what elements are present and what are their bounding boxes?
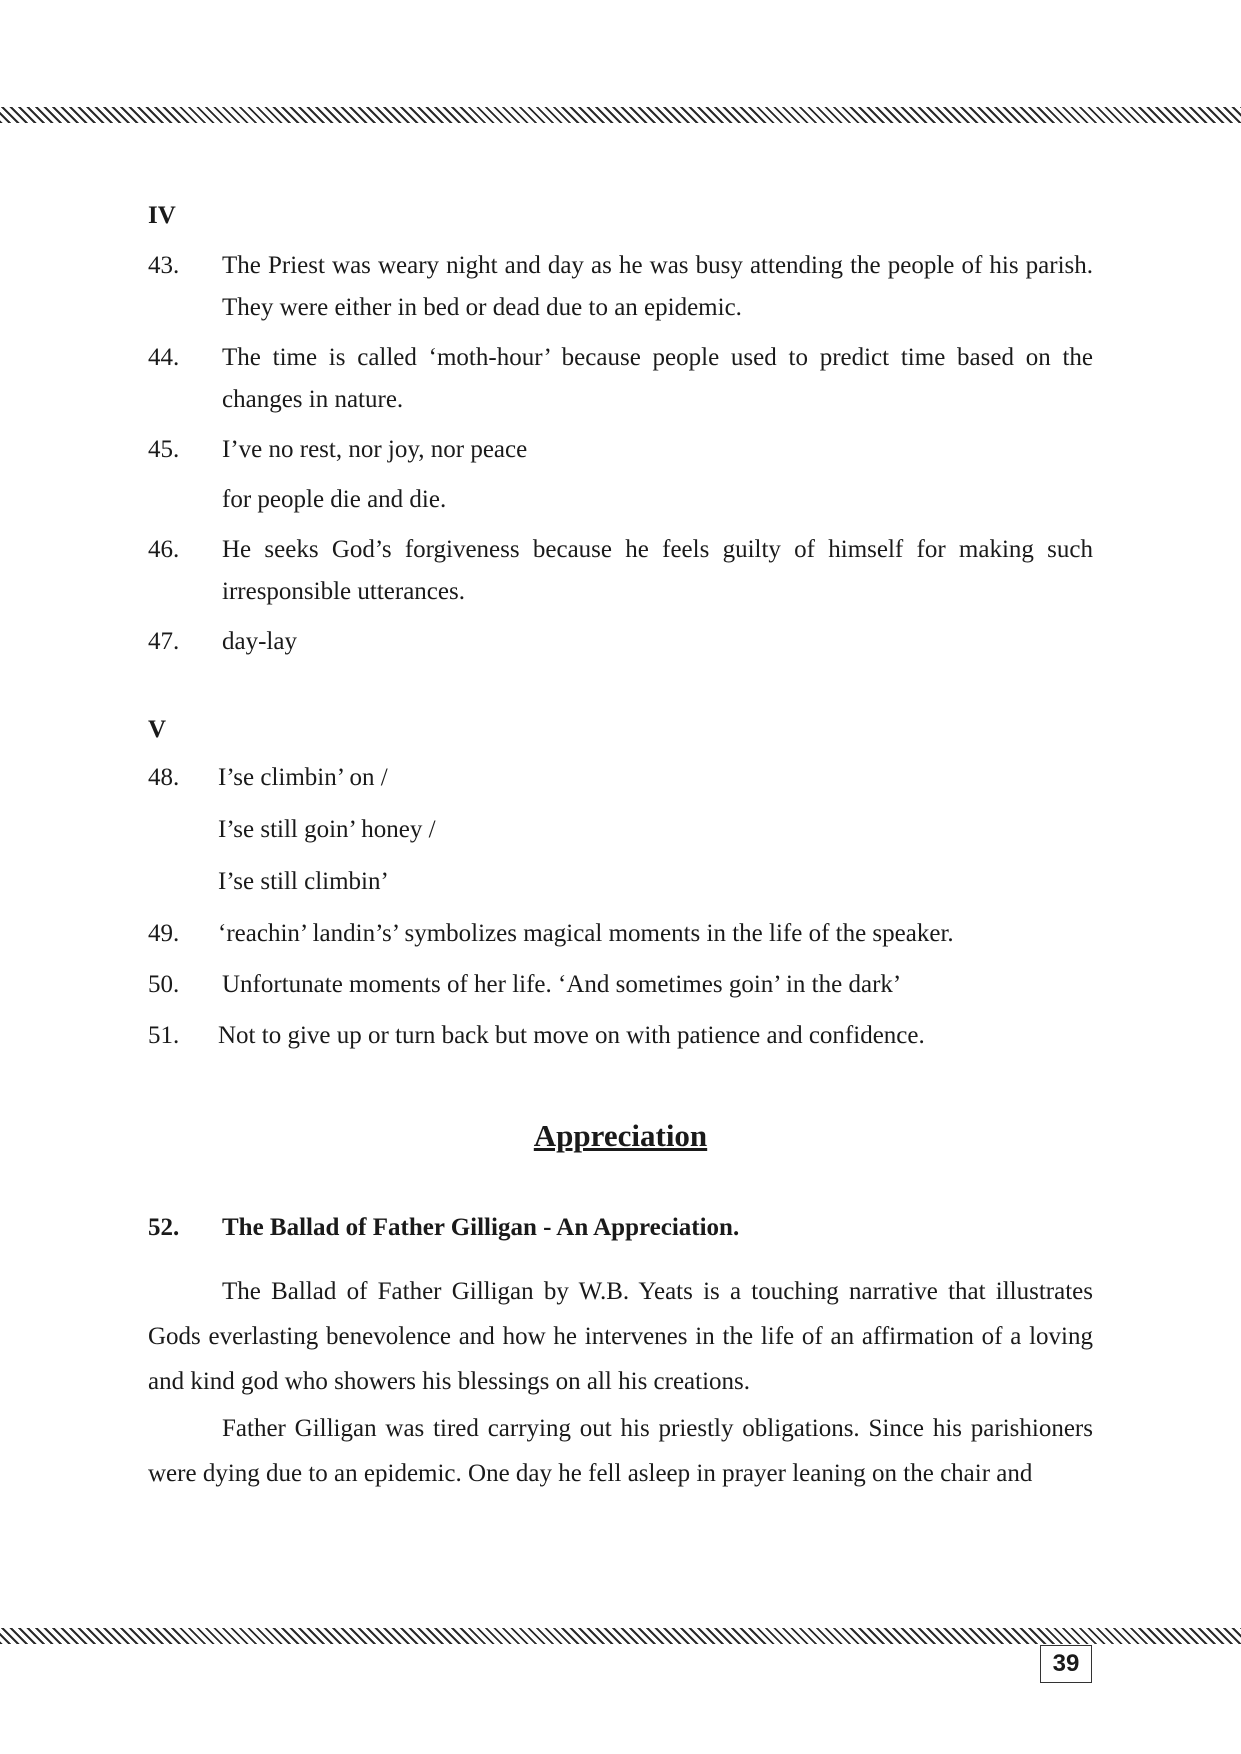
answer-46 [148,529,1093,613]
answer-44 [148,337,1093,421]
answer-text: Not to give up or turn back but move on with patience and confidence. [218,1022,925,1049]
appreciation-title: Appreciation [533,1118,708,1153]
answer-51 [148,1015,1093,1057]
appreciation-paragraph-2: Father Gilligan was tired carrying out his priestly obligations. Since his parishioners were dying due to an epidemic. One day he fell asleep in prayer leaning on the chair and [148,1415,1093,1487]
answer-number: 43. [148,252,180,279]
answer-number: 45. [148,436,180,463]
answer-number: 44. [148,344,180,371]
answer-45-line-2: for people die and die. [222,486,447,513]
question-number: 52. [148,1214,180,1241]
answer-number: 46. [148,536,180,563]
answer-number: 48. [148,764,180,791]
top-hatched-border [0,107,1241,123]
section-heading-v: V [148,716,167,743]
answer-43 [148,245,1093,329]
question-title: The Ballad of Father Gilligan - An Appreciation. [222,1214,740,1241]
answer-text: Unfortunate moments of her life. ‘And sometimes goin’ in the dark’ [222,971,902,998]
answer-text: He seeks God’s forgiveness because he feels guilty of himself for making such irresponsible utterances. [222,536,1093,605]
answer-text: day-lay [222,628,297,655]
answer-48 [148,757,1093,799]
section-heading-iv: IV [148,202,176,229]
page-content [148,195,1093,1496]
appreciation-paragraph-1: The Ballad of Father Gilligan by W.B. Yeats is a touching narrative that illustrates Gods everlasting benevolence and how he intervenes in the life of an affirmation of a loving and kind god who showers his blessings on all his creations. [148,1278,1093,1395]
answer-number: 47. [148,628,180,655]
answer-text: The time is called ‘moth-hour’ because people used to predict time based on the changes in nature. [222,344,1093,413]
question-52 [148,1207,1093,1249]
answer-47 [148,621,1093,663]
answer-48-line-2: I’se still goin’ honey / [218,816,436,843]
answer-number: 51. [148,1022,180,1049]
page-number: 39 [1040,1645,1092,1683]
bottom-hatched-border [0,1628,1241,1644]
answer-text: ‘reachin’ landin’s’ symbolizes magical moments in the life of the speaker. [218,920,954,947]
answer-text: I’se climbin’ on / [218,764,388,791]
answer-number: 50. [148,971,180,998]
answer-49 [148,913,1093,955]
answer-number: 49. [148,920,180,947]
answer-text: The Priest was weary night and day as he was busy attending the people of his parish. They were either in bed or dead due to an epidemic. [222,252,1093,321]
answer-text: I’ve no rest, nor joy, nor peace [222,436,528,463]
answer-50 [148,964,1093,1006]
answer-45 [148,429,1093,471]
answer-48-line-3: I’se still climbin’ [218,868,389,895]
